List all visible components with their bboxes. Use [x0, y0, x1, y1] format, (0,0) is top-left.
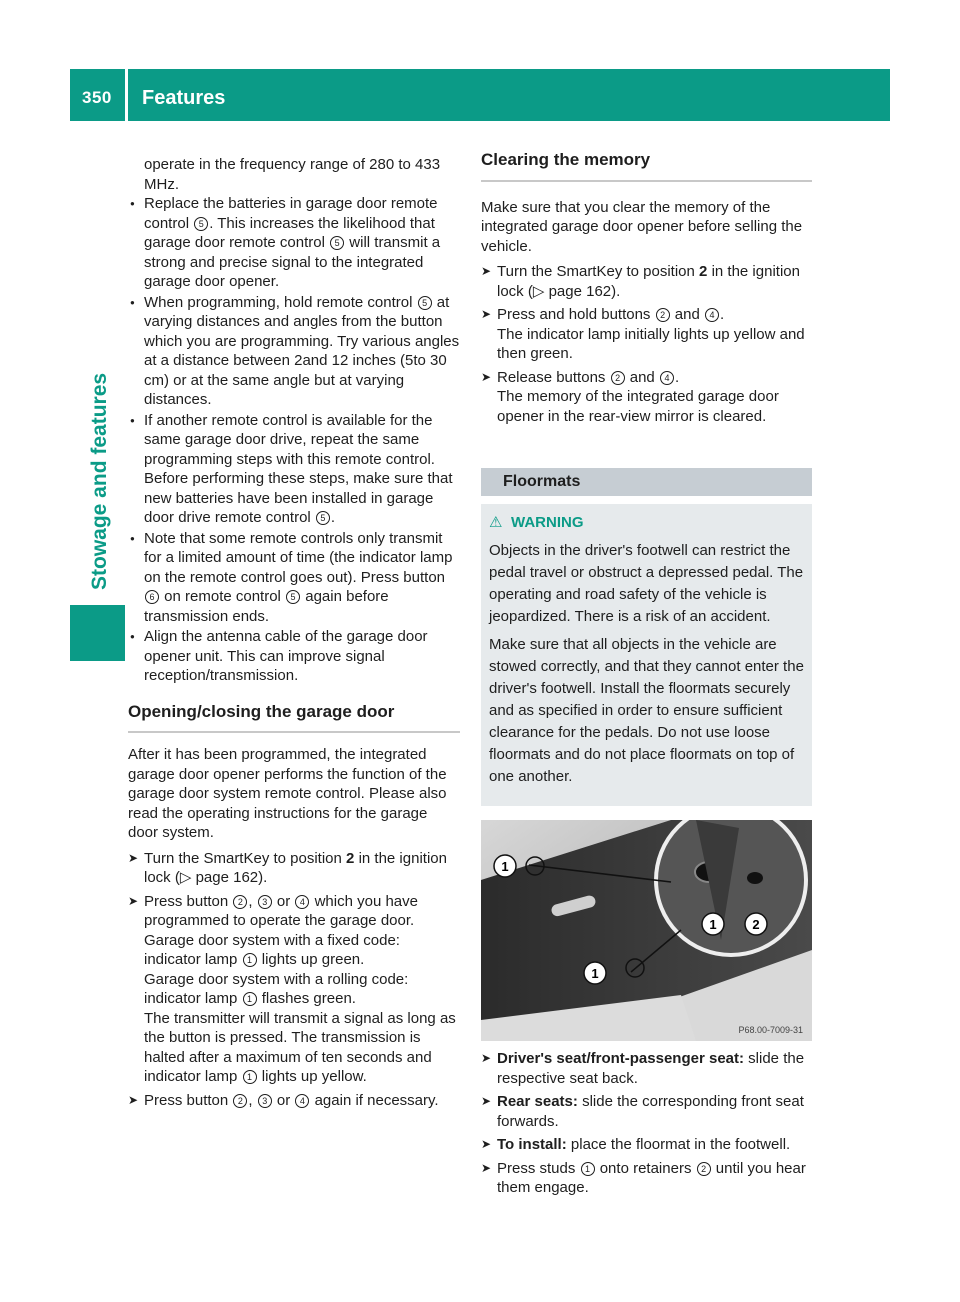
- intro-continuation: operate in the frequency range of 280 to 433 MHz.: [144, 156, 441, 193]
- section-heading-floormats: Floormats: [481, 468, 812, 496]
- step-rear-seats: ➤ Rear seats: slide the corresponding front seat forwards.: [481, 1093, 804, 1130]
- callout-number: 5: [286, 590, 300, 604]
- callout-number: 5: [418, 296, 432, 310]
- right-column: [481, 150, 812, 1198]
- header-divider: [125, 69, 128, 121]
- arrow-right-icon: ➤: [128, 893, 139, 908]
- callout-number: 6: [145, 590, 159, 604]
- arrow-right-icon: ➤: [128, 1092, 139, 1107]
- step-press-again: ➤ Press button 2 , 3 or 4 again if necessary.: [128, 1091, 439, 1109]
- warning-text: Objects in the driver's footwell can restrict the pedal travel or obstruct a depressed pedal. The operating and road safety of the vehicle is jeopardized. There is a risk of an accident.: [489, 542, 804, 625]
- step-to-install: ➤ To install: place the floormat in the footwell.: [481, 1136, 791, 1153]
- callout-number: 5: [316, 511, 330, 525]
- page-number: 350: [82, 88, 112, 107]
- list-item: ● Note that some remote controls only transmit for a limited amount of time (the indicator lamp on the remote control goes out). Press button 6 on remote control 5 again before transmission ends.: [128, 529, 460, 627]
- arrow-right-icon: ➤: [481, 369, 492, 384]
- svg-text:1: 1: [709, 917, 717, 932]
- callout-2: [745, 913, 767, 935]
- arrow-right-icon: ➤: [481, 307, 492, 321]
- left-column: [128, 155, 460, 1110]
- page-reference-triangle-icon: ▷: [532, 282, 545, 300]
- page-reference-link[interactable]: page 162).: [195, 869, 268, 886]
- svg-text:2: 2: [752, 917, 760, 932]
- arrow-right-icon: ➤: [481, 1094, 492, 1108]
- callout-1-mid: [702, 913, 724, 935]
- list-item: ● Replace the batteries in garage door remote control 5 . This increases the likelihood that garage door remote control 5 will transmit a strong and precise signal to the integrated garage door opener.: [128, 194, 460, 292]
- paragraph: Make sure that you clear the memory of the integrated garage door opener before selling the vehicle.: [481, 198, 803, 255]
- figure-code: P68.00-7009-31: [738, 1025, 803, 1035]
- warning-triangle-icon: ⚠: [489, 514, 503, 531]
- step-press-hold: ➤ Press and hold buttons 2 and 4 . The indicator lamp initially lights up yellow and then green.: [481, 306, 805, 362]
- paragraph: After it has been programmed, the integrated garage door opener performs the function of the garage door system remote control. Please also read the operating instructions for the garage door system.: [128, 746, 447, 841]
- section-heading-opening-closing: Opening/closing the garage door: [128, 702, 460, 734]
- callout-number: 5: [194, 217, 208, 231]
- arrow-right-icon: ➤: [481, 264, 492, 278]
- floormat-figure: [481, 820, 812, 1041]
- list-item: ● If another remote control is available for the same garage door drive, repeat the same programming steps with this remote control. Before performing these steps, make sure that new batteries have been installed in garage door drive remote control 5 .: [128, 411, 460, 528]
- step-turn-smartkey: ➤ Turn the SmartKey to position 2 in the ignition lock (▷ page 162).: [481, 263, 800, 300]
- list-item: ● Align the antenna cable of the garage door opener unit. This can improve signal reception/transmission.: [128, 627, 460, 686]
- svg-text:1: 1: [501, 859, 509, 874]
- warning-title: ⚠ WARNING: [489, 512, 804, 534]
- warning-box: [481, 504, 812, 806]
- step-press-button: ➤ Press button 2 , 3 or 4 which you have programmed to operate the garage door. Garage door system with a fixed code: indicator lamp 1 lights up green. Garage door system with a rolling code: indicator lamp 1 flashes green. The transmitter will transmit a signal as long as the button is pressed. The transmission is halted after a maximum of ten seconds and indicator lamp 1 lights up yellow.: [128, 892, 456, 1085]
- list-item: ● When programming, hold remote control 5 at varying distances and angles from the button which you are programming. Try various angles at a distance between 2and 12 inches (5to 30 cm) or at the same angle but at varying distances.: [128, 293, 460, 410]
- side-tab-label: Stowage and features: [88, 372, 111, 590]
- page-title: Features: [142, 87, 226, 109]
- callout-number: 5: [330, 236, 344, 250]
- step-release: ➤ Release buttons 2 and 4 . The memory of the integrated garage door opener in the rear-view mirror is cleared.: [481, 368, 779, 425]
- step-press-studs: ➤ Press studs 1 onto retainers 2 until you hear them engage.: [481, 1159, 806, 1196]
- step-turn-smartkey: ➤ Turn the SmartKey to position 2 in the ignition lock (▷ page 162).: [128, 849, 447, 886]
- arrow-right-icon: ➤: [481, 1137, 492, 1151]
- callout-1-top: [494, 855, 516, 877]
- side-marker: [70, 605, 125, 661]
- svg-text:1: 1: [591, 966, 599, 981]
- section-heading-clearing-memory: Clearing the memory: [481, 150, 812, 182]
- page-reference-triangle-icon: ▷: [179, 869, 192, 886]
- arrow-right-icon: ➤: [481, 1160, 492, 1175]
- step-drivers-seat: ➤ Driver's seat/front-passenger seat: slide the respective seat back.: [481, 1050, 805, 1087]
- arrow-right-icon: ➤: [481, 1051, 492, 1065]
- callout-1-bottom: [584, 962, 606, 984]
- warning-text: Make sure that all objects in the vehicle are stowed correctly, and that they cannot enter the driver's footwell. Install the floormats securely and as specified in order to ensure sufficient clearance for the pedals. Do not use loose floormats and do not place floormats on top of one another.: [489, 636, 804, 785]
- page-reference-link[interactable]: page 162).: [548, 282, 621, 300]
- arrow-right-icon: ➤: [128, 850, 139, 865]
- floormat-photo: [481, 820, 812, 1041]
